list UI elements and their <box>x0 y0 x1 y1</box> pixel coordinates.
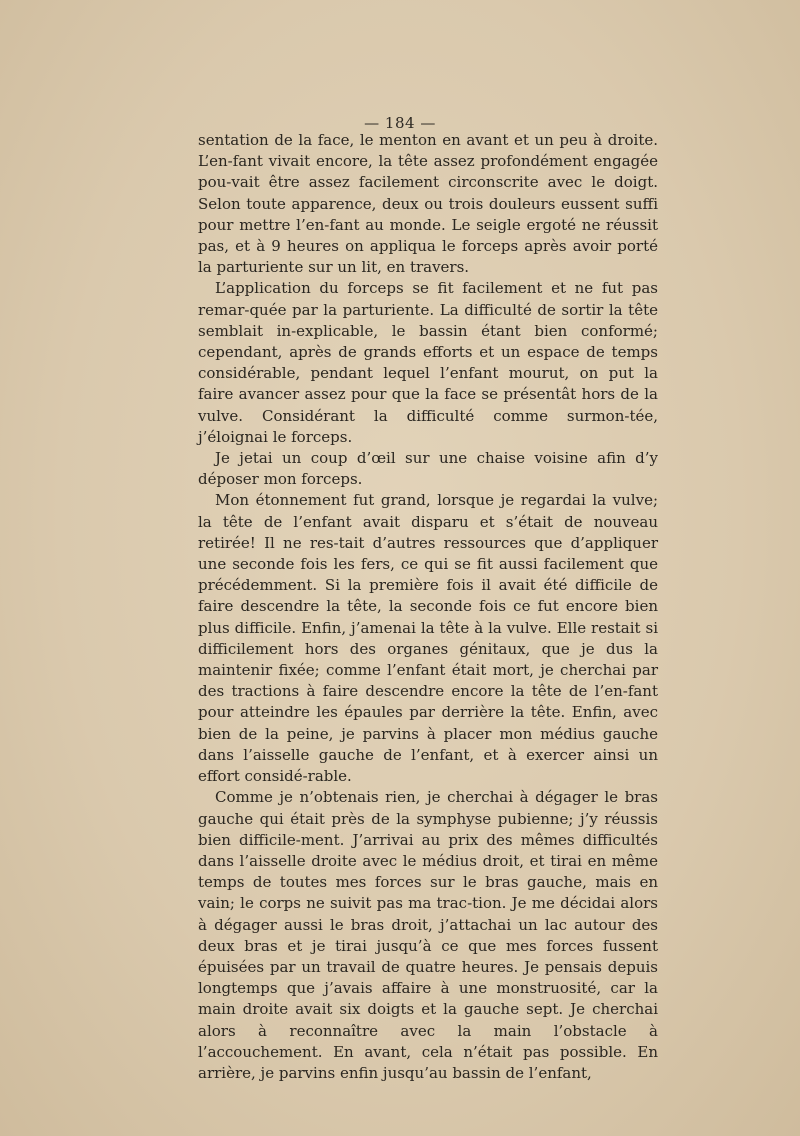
paragraph: Mon étonnement fut grand, lorsque je regardai la vulve; la tête de l’enfant avait disparu et s’était de nouveau retirée! Il ne res-tait d’autres ressources que d’appliquer une seconde fois les fers, ce qui se fit aussi facilement que précédemment. Si la première fois il avait été difficile de faire descendre la tête, la seconde fois ce fut encore bien plus difficile. Enfin, j’amenai la tête à la vulve. Elle restait si difficilement hors des organes génitaux, que je dus la maintenir fixée; comme l’enfant était mort, je cherchai par des tractions à faire descendre encore la tête de l’en-fant pour atteindre les épaules par derrière la tête. Enfin, avec bien de la peine, je parvins à placer mon médius gauche dans l’aisselle gauche de l’enfant, et à exercer ainsi un effort considé-rable. <box>198 491 658 786</box>
paragraph: L’application du forceps se fit facilement et ne fut pas remar-quée par la parturiente. La difficulté de sortir la tête semblait in-explicable, le bassin étant bien conformé; cependant, après de grands efforts et un espace de temps considérable, pendant lequel l’enfant mourut, on put la faire avancer assez pour que la face se présentât hors de la vulve. Considérant la difficulté comme surmon-tée, j’éloignai le forceps. <box>198 279 658 446</box>
paragraph: Je jetai un coup d’œil sur une chaise voisine afin d’y déposer mon forceps. <box>198 449 658 489</box>
page-number: — 184 — <box>364 114 436 132</box>
paragraph: sentation de la face, le menton en avant et un peu à droite. L’en-fant vivait encore, la tête assez profondément engagée pou-vait être assez facilement circonscrite avec le doigt. Selon toute apparence, deux ou trois douleurs eussent suffi pour mettre l’en-fant au monde. Le seigle ergoté ne réussit pas, et à 9 heures on appliqua le forceps après avoir porté la parturiente sur un lit, en travers. <box>198 131 658 277</box>
body-text <box>198 130 658 1084</box>
paragraph: Comme je n’obtenais rien, je cherchai à dégager le bras gauche qui était près de la symphyse pubienne; j’y réussis bien difficile-ment. J’arrivai au prix des mêmes difficultés dans l’aisselle droite avec le médius droit, et tirai en même temps de toutes mes forces sur le bras gauche, mais en vain; le corps ne suivit pas ma trac-tion. Je me décidai alors à dégager aussi le bras droit, j’attachai un lac autour des deux bras et je tirai jusqu’à ce que mes forces fussent épuisées par un travail de quatre heures. Je pensais depuis longtemps que j’avais affaire à une monstruosité, car la main droite avait six doigts et la gauche sept. Je cherchai alors à reconnaître avec la main l’obstacle à l’accouchement. En avant, cela n’était pas possible. En arrière, je parvins enfin jusqu’au bassin de l’enfant, <box>198 788 658 1082</box>
